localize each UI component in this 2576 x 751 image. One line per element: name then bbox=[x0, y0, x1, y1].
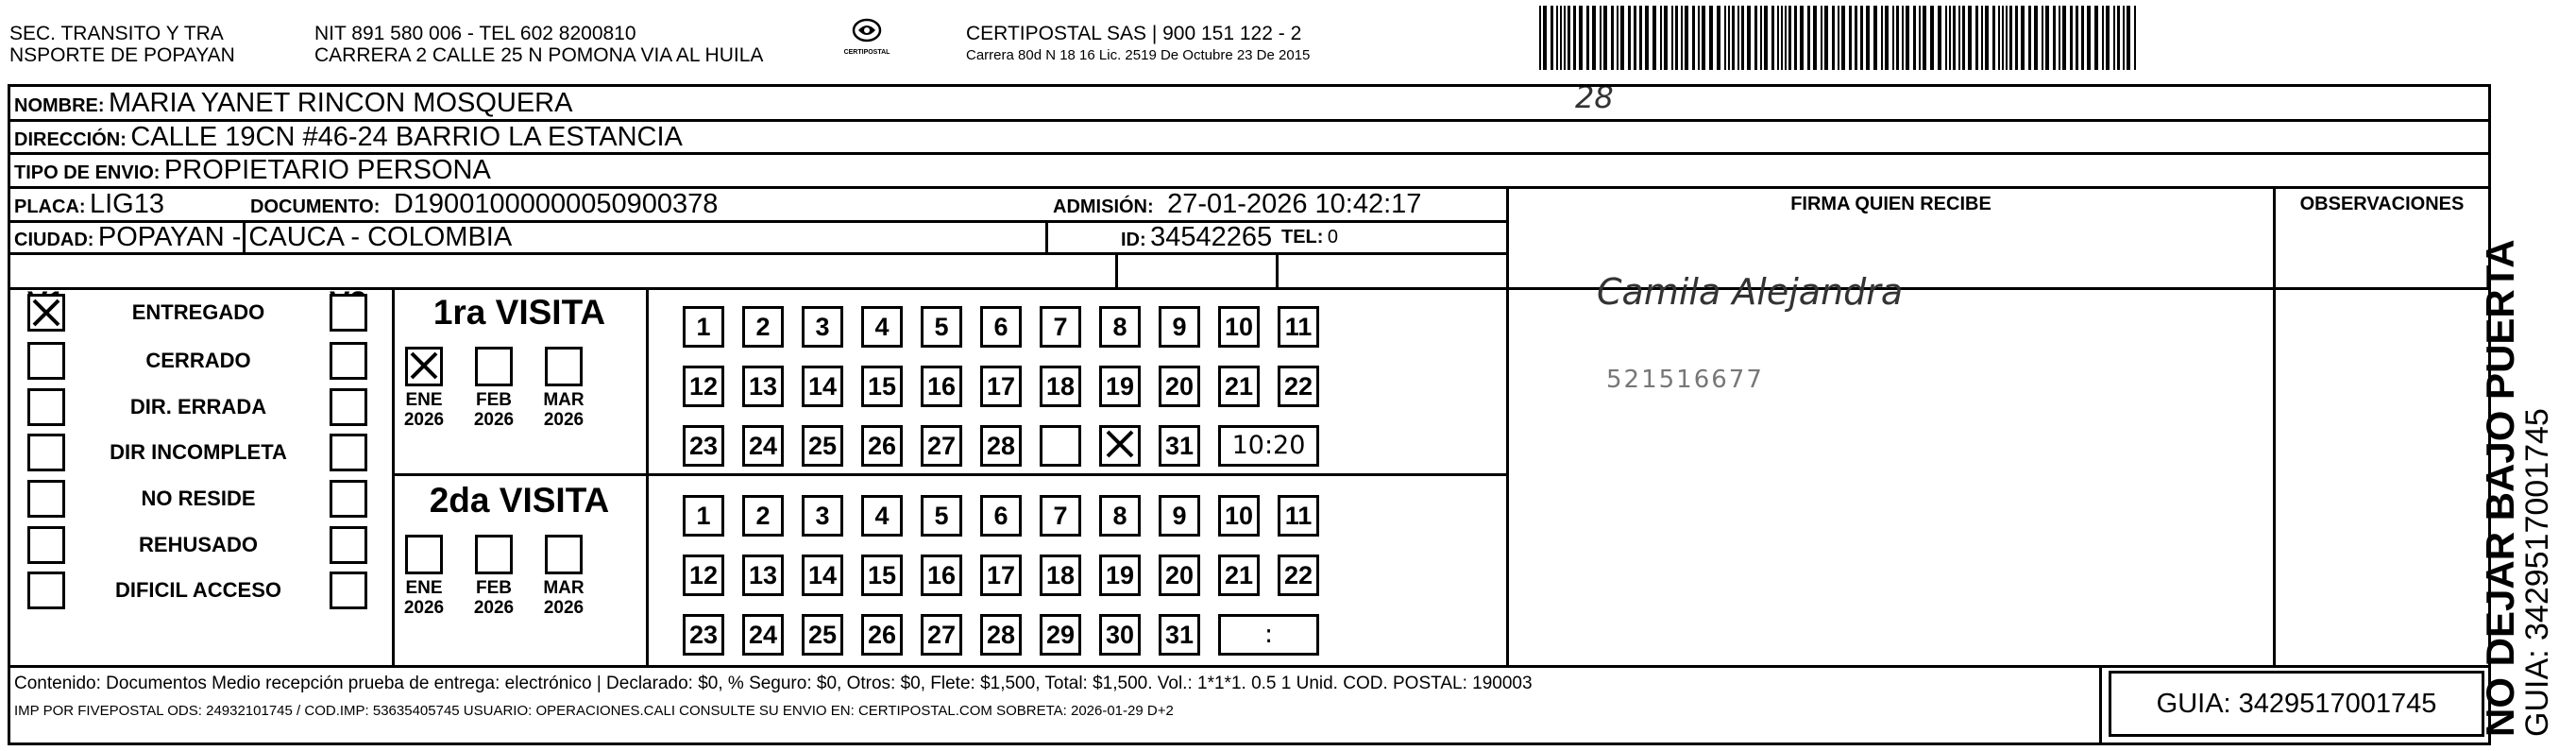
status-label-2: DIR. ERRADA bbox=[129, 395, 267, 418]
month-label-feb: FEB 2026 bbox=[473, 390, 515, 430]
visit2-day-9[interactable]: 9 bbox=[1159, 495, 1200, 537]
id-label: ID: bbox=[1121, 230, 1146, 250]
visit2-day-8[interactable]: 8 bbox=[1099, 495, 1141, 537]
visit2-day-27[interactable]: 27 bbox=[921, 614, 962, 656]
barcode-bar bbox=[2028, 6, 2031, 70]
barcode-bar bbox=[1998, 6, 2000, 70]
visit2-day-17[interactable]: 17 bbox=[980, 555, 1022, 596]
status-label-4: NO RESIDE bbox=[141, 486, 256, 510]
barcode-bar bbox=[1949, 6, 1951, 70]
barcode-bar bbox=[1709, 6, 1713, 70]
barcode-bar bbox=[1724, 6, 1726, 70]
v1-checkbox-entregado[interactable] bbox=[27, 294, 65, 332]
visit2-day-11[interactable]: 11 bbox=[1278, 495, 1319, 537]
barcode-bar bbox=[1962, 6, 1965, 70]
barcode-bar bbox=[1539, 6, 1541, 70]
nombre-row bbox=[14, 87, 572, 124]
barcode-bar bbox=[1985, 6, 1989, 70]
barcode-bar bbox=[1885, 6, 1889, 70]
barcode-bar bbox=[1737, 6, 1739, 70]
barcode-bar bbox=[1698, 6, 1700, 70]
placa-label: PLACA: bbox=[14, 196, 86, 217]
barcode-bar bbox=[1617, 6, 1618, 70]
barcode-bar bbox=[1838, 6, 1839, 70]
barcode-bar bbox=[2059, 6, 2060, 70]
visit2-day-10[interactable]: 10 bbox=[1218, 495, 1260, 537]
signature-name: Camila Alejandra bbox=[1597, 271, 1904, 313]
logo-text: CERTIPOSTAL bbox=[843, 49, 890, 56]
barcode-bar bbox=[1821, 6, 1822, 70]
v2-checkbox-cerrado[interactable] bbox=[330, 342, 367, 380]
barcode-bar bbox=[1692, 6, 1695, 70]
visit1-day-13[interactable]: 13 bbox=[742, 366, 784, 407]
address-line: CARRERA 2 CALLE 25 N POMONA VIA AL HUILA bbox=[314, 44, 764, 66]
barcode-bar bbox=[1896, 6, 1899, 70]
visit1-day-28[interactable]: 28 bbox=[980, 425, 1022, 467]
placa-value: LIG13 bbox=[90, 189, 164, 219]
barcode-bar bbox=[2123, 6, 2125, 70]
v2-checkbox-entregado[interactable] bbox=[330, 294, 367, 332]
v1-checkbox-no-reside[interactable] bbox=[27, 480, 65, 518]
barcode-bar bbox=[2045, 6, 2049, 70]
barcode-bar bbox=[1781, 6, 1783, 70]
barcode-bar bbox=[1794, 6, 1797, 70]
barcode-bar bbox=[1953, 6, 1956, 70]
tel-cell bbox=[1281, 221, 1338, 255]
sender-block bbox=[9, 23, 235, 66]
barcode-bar bbox=[1573, 6, 1576, 70]
visit1-day-1[interactable]: 1 bbox=[683, 306, 724, 348]
visit2-day-20[interactable]: 20 bbox=[1159, 555, 1200, 596]
barcode-bar bbox=[1645, 6, 1649, 70]
month-label-ene: ENE 2026 bbox=[403, 578, 445, 618]
visit1-day-11[interactable]: 11 bbox=[1278, 306, 1319, 348]
barcode-bar bbox=[1807, 6, 1810, 70]
barcode-bar bbox=[1832, 6, 1835, 70]
admision-label: ADMISIÓN: bbox=[1053, 196, 1154, 217]
barcode-bar bbox=[2034, 6, 2038, 70]
barcode-bar bbox=[1717, 6, 1720, 70]
month-checkbox-mar[interactable] bbox=[545, 535, 583, 574]
barcode-bar bbox=[2113, 6, 2115, 70]
admision-value: 27-01-2026 10:42:17 bbox=[1167, 189, 1422, 219]
barcode-bar bbox=[2015, 6, 2018, 70]
visit2-day-1[interactable]: 1 bbox=[683, 495, 724, 537]
visit1-day-3[interactable]: 3 bbox=[802, 306, 843, 348]
barcode-bar bbox=[1824, 6, 1828, 70]
barcode-bar bbox=[1628, 6, 1631, 70]
barcode-bar bbox=[2081, 6, 2084, 70]
v2-checkbox-dir-incompleta[interactable] bbox=[330, 434, 367, 471]
nombre-value: MARIA YANET RINCON MOSQUERA bbox=[109, 88, 573, 118]
month-label-mar: MAR 2026 bbox=[543, 390, 585, 430]
barcode-bar bbox=[2002, 6, 2004, 70]
visit2-time-field[interactable]: : bbox=[1218, 614, 1319, 656]
barcode-bar bbox=[1968, 6, 1972, 70]
observaciones-header: OBSERVACIONES bbox=[2299, 194, 2465, 214]
barcode-bar bbox=[1873, 6, 1877, 70]
tel-value: 0 bbox=[1327, 227, 1339, 247]
barcode-bar bbox=[1556, 6, 1558, 70]
visit2-day-30[interactable]: 30 bbox=[1099, 614, 1141, 656]
logo-icon bbox=[848, 16, 886, 44]
barcode-bar bbox=[1664, 6, 1668, 70]
documento-value: D19001000000050900378 bbox=[393, 189, 719, 219]
visit1-day-30[interactable] bbox=[1099, 425, 1141, 467]
visit1-day-23[interactable]: 23 bbox=[683, 425, 724, 467]
barcode-bar bbox=[1634, 6, 1636, 70]
visit2-day-6[interactable]: 6 bbox=[980, 495, 1022, 537]
admision-cell bbox=[1053, 188, 1421, 225]
barcode-bar bbox=[1652, 6, 1656, 70]
month-checkbox-ene[interactable] bbox=[405, 535, 443, 574]
side-text bbox=[2480, 76, 2553, 737]
barcode-bar bbox=[1747, 6, 1751, 70]
visit1-day-2[interactable]: 2 bbox=[742, 306, 784, 348]
license-line: Carrera 80d N 18 16 Lic. 2519 De Octubre 23 De 2015 bbox=[966, 47, 1311, 63]
handwritten-number: 28 bbox=[1575, 79, 1614, 115]
v1-checkbox-dir-errada[interactable] bbox=[27, 388, 65, 426]
month-checkbox-feb[interactable] bbox=[475, 347, 513, 386]
month-checkbox-feb[interactable] bbox=[475, 535, 513, 574]
visit2-title: 2da VISITA bbox=[429, 481, 610, 520]
barcode-bar bbox=[1620, 6, 1624, 70]
barcode-bar bbox=[1930, 6, 1934, 70]
barcode-bar bbox=[1777, 6, 1779, 70]
check-mark-icon bbox=[30, 297, 62, 329]
visit1-day-21[interactable]: 21 bbox=[1218, 366, 1260, 407]
visit2-day-22[interactable]: 22 bbox=[1278, 555, 1319, 596]
visit1-day-31[interactable]: 31 bbox=[1159, 425, 1200, 467]
barcode-bar bbox=[1754, 6, 1757, 70]
id-value: 34542265 bbox=[1150, 222, 1273, 252]
documento-label: DOCUMENTO: bbox=[250, 196, 381, 217]
visit1-day-8[interactable]: 8 bbox=[1099, 306, 1141, 348]
visit1-day-14[interactable]: 14 bbox=[802, 366, 843, 407]
barcode-bar bbox=[1760, 6, 1762, 70]
visit1-day-19[interactable]: 19 bbox=[1099, 366, 1141, 407]
visit2-day-24[interactable]: 24 bbox=[742, 614, 784, 656]
barcode-bar bbox=[1919, 6, 1921, 70]
visit1-day-18[interactable]: 18 bbox=[1040, 366, 1081, 407]
visit1-day-9[interactable]: 9 bbox=[1159, 306, 1200, 348]
ciudad-cell bbox=[14, 221, 512, 258]
status-label-1: CERRADO bbox=[145, 349, 251, 372]
barcode-bar bbox=[1732, 6, 1735, 70]
visit2-day-16[interactable]: 16 bbox=[921, 555, 962, 596]
no-dejar-warning: NO DEJAR BAJO PUERTA bbox=[2478, 239, 2522, 737]
barcode-bar bbox=[2076, 6, 2078, 70]
nit-line: NIT 891 580 006 - TEL 602 8200810 bbox=[314, 23, 636, 44]
visit2-day-15[interactable]: 15 bbox=[861, 555, 903, 596]
v1-checkbox-dificil-acceso[interactable] bbox=[27, 572, 65, 609]
contenido-line: Contenido: Documentos Medio recepción prueba de entrega: electrónico | Declarado: $0, % Seguro: $0, Otros: $0, Flete: $1,500, Total: $1,500. Vol.: 1*1*1. 0.5 1 Unid. COD. POSTAL: 190003 bbox=[14, 674, 1533, 693]
barcode-bar bbox=[1603, 6, 1607, 70]
barcode-bar bbox=[2042, 6, 2043, 70]
barcode-bar bbox=[1881, 6, 1883, 70]
barcode-bar bbox=[1741, 6, 1744, 70]
visit2-day-4[interactable]: 4 bbox=[861, 495, 903, 537]
direccion-row bbox=[14, 121, 683, 158]
barcode-bar bbox=[1958, 6, 1960, 70]
visit2-day-14[interactable]: 14 bbox=[802, 555, 843, 596]
visit2-day-7[interactable]: 7 bbox=[1040, 495, 1081, 537]
visit2-day-28[interactable]: 28 bbox=[980, 614, 1022, 656]
ciudad-value: POPAYAN - CAUCA - COLOMBIA bbox=[97, 222, 513, 252]
id-cell bbox=[1121, 221, 1272, 258]
barcode-bar bbox=[1860, 6, 1863, 70]
barcode-bar bbox=[1639, 6, 1642, 70]
visit2-day-21[interactable]: 21 bbox=[1218, 555, 1260, 596]
barcode-bar bbox=[1564, 6, 1566, 70]
barcode-bar bbox=[1543, 6, 1547, 70]
visit1-day-27[interactable]: 27 bbox=[921, 425, 962, 467]
visit1-day-12[interactable]: 12 bbox=[683, 366, 724, 407]
v1-checkbox-dir-incompleta[interactable] bbox=[27, 434, 65, 471]
certipostal-logo bbox=[839, 16, 895, 63]
v2-checkbox-dir-errada[interactable] bbox=[330, 388, 367, 426]
barcode-bar bbox=[1592, 6, 1596, 70]
visit1-day-22[interactable]: 22 bbox=[1278, 366, 1319, 407]
barcode-bar bbox=[2087, 6, 2091, 70]
firma-header: FIRMA QUIEN RECIBE bbox=[1790, 194, 1991, 214]
barcode-bar bbox=[1611, 6, 1614, 70]
visit2-day-13[interactable]: 13 bbox=[742, 555, 784, 596]
barcode-bar bbox=[2062, 6, 2066, 70]
check-mark-icon bbox=[1104, 428, 1136, 460]
visit1-day-15[interactable]: 15 bbox=[861, 366, 903, 407]
barcode-bar bbox=[2009, 6, 2012, 70]
nombre-label: NOMBRE: bbox=[14, 95, 105, 116]
sender-line-1: SEC. TRANSITO Y TRA bbox=[9, 23, 224, 44]
visit1-day-26[interactable]: 26 bbox=[861, 425, 903, 467]
barcode-bar bbox=[1841, 6, 1845, 70]
v1-checkbox-rehusado[interactable] bbox=[27, 526, 65, 564]
direccion-label: DIRECCIÓN: bbox=[14, 129, 127, 150]
barcode-bar bbox=[1855, 6, 1857, 70]
barcode-bar bbox=[2053, 6, 2056, 70]
sender-line-2: NSPORTE DE POPAYAN bbox=[9, 44, 235, 66]
barcode-bar bbox=[1992, 6, 1995, 70]
barcode-bar bbox=[1568, 6, 1570, 70]
barcode-bar bbox=[1685, 6, 1688, 70]
barcode-bar bbox=[2094, 6, 2098, 70]
visit2-day-23[interactable]: 23 bbox=[683, 614, 724, 656]
barcode-bar bbox=[1551, 6, 1553, 70]
visit1-day-20[interactable]: 20 bbox=[1159, 366, 1200, 407]
barcode-bar bbox=[1975, 6, 1978, 70]
month-label-mar: MAR 2026 bbox=[543, 578, 585, 618]
documento-cell bbox=[250, 188, 718, 225]
visit1-title: 1ra VISITA bbox=[432, 293, 606, 332]
barcode-bar bbox=[2102, 6, 2104, 70]
barcode-bar bbox=[1671, 6, 1673, 70]
barcode-bar bbox=[1771, 6, 1774, 70]
barcode-bar bbox=[1906, 6, 1909, 70]
barcode-bar bbox=[1728, 6, 1730, 70]
company-line: CERTIPOSTAL SAS | 900 151 122 - 2 bbox=[966, 23, 1302, 44]
barcode-bar bbox=[1923, 6, 1926, 70]
visit2-day-25[interactable]: 25 bbox=[802, 614, 843, 656]
v2-checkbox-no-reside[interactable] bbox=[330, 480, 367, 518]
barcode-bar bbox=[1660, 6, 1662, 70]
tipo-envio-row bbox=[14, 154, 491, 191]
barcode-bar bbox=[2127, 6, 2130, 70]
visit1-day-5[interactable]: 5 bbox=[921, 306, 962, 348]
status-label-5: REHUSADO bbox=[139, 533, 258, 556]
imp-line: IMP POR FIVEPOSTAL ODS: 24932101745 / COD.IMP: 53635405745 USUARIO: OPERACIONES.CALI CONSULTE SU ENVIO EN: CERTIPOSTAL.COM SOBRETA: 2026-01-29 D+2 bbox=[14, 703, 1174, 719]
barcode-bar bbox=[1849, 6, 1852, 70]
barcode-graphic bbox=[1539, 6, 2136, 70]
barcode-bar bbox=[1892, 6, 1894, 70]
barcode-bar bbox=[2070, 6, 2073, 70]
visit1-day-16[interactable]: 16 bbox=[921, 366, 962, 407]
sender-address-block bbox=[314, 23, 763, 66]
tipo-envio-value: PROPIETARIO PERSONA bbox=[163, 155, 491, 185]
barcode-bar bbox=[1586, 6, 1589, 70]
barcode-bar bbox=[1902, 6, 1904, 70]
status-label-3: DIR INCOMPLETA bbox=[110, 440, 287, 464]
placa-cell bbox=[14, 188, 164, 225]
v2-checkbox-rehusado[interactable] bbox=[330, 526, 367, 564]
visit1-day-17[interactable]: 17 bbox=[980, 366, 1022, 407]
visit1-time-field[interactable]: 10:20 bbox=[1218, 425, 1319, 467]
visit1-day-25[interactable]: 25 bbox=[802, 425, 843, 467]
barcode-bar bbox=[1945, 6, 1947, 70]
barcode-bar bbox=[1600, 6, 1602, 70]
barcode-bar bbox=[1813, 6, 1817, 70]
tipo-envio-label: TIPO DE ENVIO: bbox=[14, 162, 161, 183]
barcode-bar bbox=[2106, 6, 2110, 70]
barcode-bar bbox=[1938, 6, 1941, 70]
barcode-bar bbox=[1981, 6, 1983, 70]
visit1-day-29[interactable] bbox=[1040, 425, 1081, 467]
visit2-day-19[interactable]: 19 bbox=[1099, 555, 1141, 596]
company-block bbox=[966, 23, 1310, 66]
visit2-day-26[interactable]: 26 bbox=[861, 614, 903, 656]
barcode-bar bbox=[1788, 6, 1791, 70]
month-checkbox-mar[interactable] bbox=[545, 347, 583, 386]
barcode-bar bbox=[2021, 6, 2025, 70]
visit2-day-3[interactable]: 3 bbox=[802, 495, 843, 537]
barcode-bar bbox=[2117, 6, 2120, 70]
barcode-bar bbox=[1785, 6, 1787, 70]
status-label-0: ENTREGADO bbox=[131, 300, 265, 324]
visit2-day-29[interactable]: 29 bbox=[1040, 614, 1081, 656]
visit1-day-4[interactable]: 4 bbox=[861, 306, 903, 348]
check-mark-icon bbox=[408, 350, 440, 382]
barcode-bar bbox=[1800, 6, 1804, 70]
v2-checkbox-dificil-acceso[interactable] bbox=[330, 572, 367, 609]
visit1-day-24[interactable]: 24 bbox=[742, 425, 784, 467]
barcode-bar bbox=[1913, 6, 1916, 70]
barcode-bar bbox=[1866, 6, 1870, 70]
visit1-day-10[interactable]: 10 bbox=[1218, 306, 1260, 348]
visit1-day-7[interactable]: 7 bbox=[1040, 306, 1081, 348]
direccion-value: CALLE 19CN #46-24 BARRIO LA ESTANCIA bbox=[130, 122, 683, 152]
barcode-bar bbox=[2134, 6, 2136, 70]
guia-box: GUIA: 3429517001745 bbox=[2109, 671, 2484, 737]
visit2-day-5[interactable]: 5 bbox=[921, 495, 962, 537]
v1-checkbox-cerrado[interactable] bbox=[27, 342, 65, 380]
tel-label: TEL: bbox=[1281, 227, 1324, 247]
status-label-6: DIFICIL ACCESO bbox=[114, 578, 281, 602]
barcode bbox=[1539, 6, 2136, 70]
barcode-bar bbox=[1681, 6, 1683, 70]
side-guia: GUIA: 3429517001745 bbox=[2519, 408, 2555, 737]
barcode-bar bbox=[1560, 6, 1562, 70]
visit2-day-2[interactable]: 2 bbox=[742, 495, 784, 537]
month-label-ene: ENE 2026 bbox=[403, 390, 445, 430]
month-checkbox-ene[interactable] bbox=[405, 347, 443, 386]
visit2-day-12[interactable]: 12 bbox=[683, 555, 724, 596]
barcode-bar bbox=[2006, 6, 2008, 70]
shipment-form bbox=[8, 84, 2491, 745]
visit2-day-31[interactable]: 31 bbox=[1159, 614, 1200, 656]
ciudad-label: CIUDAD: bbox=[14, 230, 94, 250]
barcode-bar bbox=[1579, 6, 1583, 70]
barcode-bar bbox=[1702, 6, 1705, 70]
month-label-feb: FEB 2026 bbox=[473, 578, 515, 618]
signature-phone: 521516677 bbox=[1606, 366, 1764, 394]
barcode-bar bbox=[1675, 6, 1678, 70]
barcode-bar bbox=[1764, 6, 1768, 70]
visit1-day-6[interactable]: 6 bbox=[980, 306, 1022, 348]
visit2-day-18[interactable]: 18 bbox=[1040, 555, 1081, 596]
